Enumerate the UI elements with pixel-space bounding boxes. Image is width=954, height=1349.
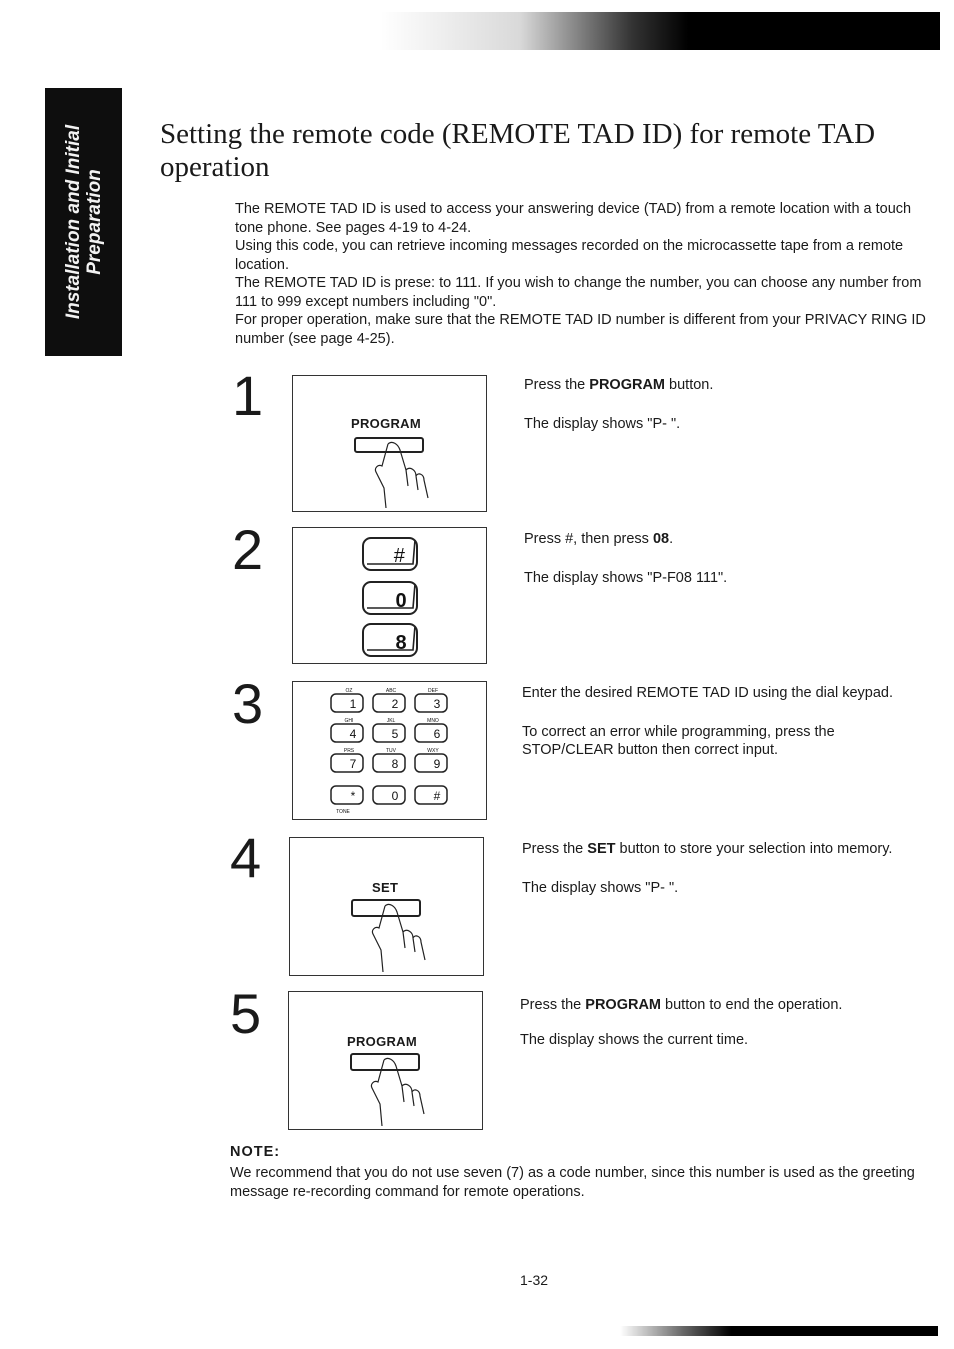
set-button-label: SET xyxy=(372,880,399,895)
step-illustration-box xyxy=(292,375,487,512)
keypad-tone-label: TONE xyxy=(336,809,350,815)
keypad-key-label: 0 xyxy=(391,789,399,803)
note-heading: NOTE: xyxy=(230,1144,281,1160)
side-tab-label xyxy=(63,88,105,356)
step-number: 1 xyxy=(232,364,264,427)
keypad-letters-label: WXY xyxy=(427,748,439,754)
keypad-letters-label: MNO xyxy=(427,718,439,724)
step-number: 5 xyxy=(230,982,262,1045)
step-line: Press the PROGRAM button to end the operation. xyxy=(520,997,843,1013)
step-number: 3 xyxy=(232,672,264,735)
keypad-key-label: 3 xyxy=(433,697,441,711)
header-scan-bar xyxy=(380,4,940,50)
intro-text xyxy=(235,200,935,348)
program-button-label: PROGRAM xyxy=(351,416,421,431)
keypad-key-label: 7 xyxy=(349,757,357,771)
hand-pressing-button-icon xyxy=(344,1052,434,1128)
page-title: Setting the remote code (REMOTE TAD ID) for remote TAD operation xyxy=(160,118,876,183)
page-number: 1-32 xyxy=(520,1272,549,1288)
keypad-key-label: * xyxy=(350,789,356,803)
program-button-label: PROGRAM xyxy=(347,1034,417,1049)
intro-paragraph: The REMOTE TAD ID is prese: to 111. If you wish to change the number, you can choose any number from 111 to 999 except numbers including "0". xyxy=(235,275,922,310)
side-tab-line1: Installation and Initial xyxy=(62,124,84,320)
keypad-key-2 xyxy=(373,694,405,712)
keypad-key-7 xyxy=(331,754,363,772)
keypad-letters-label: JKL xyxy=(386,718,396,724)
dial-keypad-icon xyxy=(323,682,463,819)
keypad-key-label: 2 xyxy=(391,697,399,711)
keypad-letters-label: ABC xyxy=(385,688,397,694)
key-hash-label: # xyxy=(393,545,405,567)
step-illustration-box xyxy=(292,527,487,664)
keypad-key-5 xyxy=(373,724,405,742)
step-line: The display shows "P- ". xyxy=(524,415,681,432)
keys-hash-0-8-icon xyxy=(359,534,423,660)
step-instructions xyxy=(522,684,912,780)
key-8-label: 8 xyxy=(395,632,407,654)
keypad-key-hash xyxy=(415,786,447,804)
step-line: The display shows the current time. xyxy=(520,1031,749,1048)
keypad-letters-label: TUV xyxy=(386,748,396,754)
keypad-key-8 xyxy=(373,754,405,772)
step-number: 4 xyxy=(230,826,262,889)
step-line: Press the SET button to store your selection into memory. xyxy=(522,841,893,857)
step-line: Press #, then press 08. xyxy=(524,531,674,547)
section-side-tab xyxy=(45,88,122,356)
keypad-key-label: # xyxy=(433,789,441,803)
step-illustration-box xyxy=(289,837,484,976)
step-instructions xyxy=(520,996,910,1069)
step-line: The display shows "P- ". xyxy=(522,879,679,896)
keypad-key-label: 5 xyxy=(391,727,399,741)
step-line: The display shows "P-F08 111". xyxy=(524,569,728,586)
keypad-letters-label: GHI xyxy=(344,718,354,724)
step-instructions xyxy=(522,840,912,917)
keypad-key-label: 8 xyxy=(391,757,399,771)
key-0-label: 0 xyxy=(395,590,407,612)
keypad-key-9 xyxy=(415,754,447,772)
hand-pressing-button-icon xyxy=(345,898,435,974)
keypad-letters-label: OZ xyxy=(345,688,353,694)
step-line: Press the PROGRAM button. xyxy=(524,377,714,393)
step-number: 2 xyxy=(232,518,264,581)
intro-paragraph: Using this code, you can retrieve incoming messages recorded on the microcassette tape from a remote location. xyxy=(235,238,904,273)
intro-paragraph: The REMOTE TAD ID is used to access your answering device (TAD) from a remote location with a touch tone phone. See pages 4-19 to 4-24. xyxy=(235,201,912,236)
keypad-key-4 xyxy=(331,724,363,742)
keypad-key-1 xyxy=(331,694,363,712)
keypad-key-3 xyxy=(415,694,447,712)
keypad-key-6 xyxy=(415,724,447,742)
step-illustration-box xyxy=(288,991,483,1130)
note-text: We recommend that you do not use seven (7) as a code number, since this number is used as the greeting message re-recording command for remote operations. xyxy=(230,1165,915,1200)
step-instructions xyxy=(524,376,914,453)
footer-scan-bar xyxy=(620,1322,938,1340)
step-instructions xyxy=(524,530,914,607)
step-illustration-box xyxy=(292,681,487,820)
keypad-key-0 xyxy=(373,786,405,804)
step-line: To correct an error while programming, press the STOP/CLEAR button then correct input. xyxy=(522,723,835,758)
keypad-key-label: 6 xyxy=(433,727,441,741)
step-line: Enter the desired REMOTE TAD ID using the dial keypad. xyxy=(522,685,893,701)
keypad-letters-label: DEF xyxy=(428,688,438,694)
keypad-key-label: 9 xyxy=(433,757,441,771)
intro-paragraph: For proper operation, make sure that the REMOTE TAD ID number is different from your PRIVACY RING ID number (see page 4-25). xyxy=(235,312,926,347)
keypad-key-label: 1 xyxy=(349,697,357,711)
hand-pressing-button-icon xyxy=(348,436,438,511)
keypad-key-label: 4 xyxy=(349,727,357,741)
keypad-key-star xyxy=(331,786,363,804)
side-tab-line2: Preparation xyxy=(83,169,105,275)
keypad-letters-label: PRS xyxy=(343,748,355,754)
